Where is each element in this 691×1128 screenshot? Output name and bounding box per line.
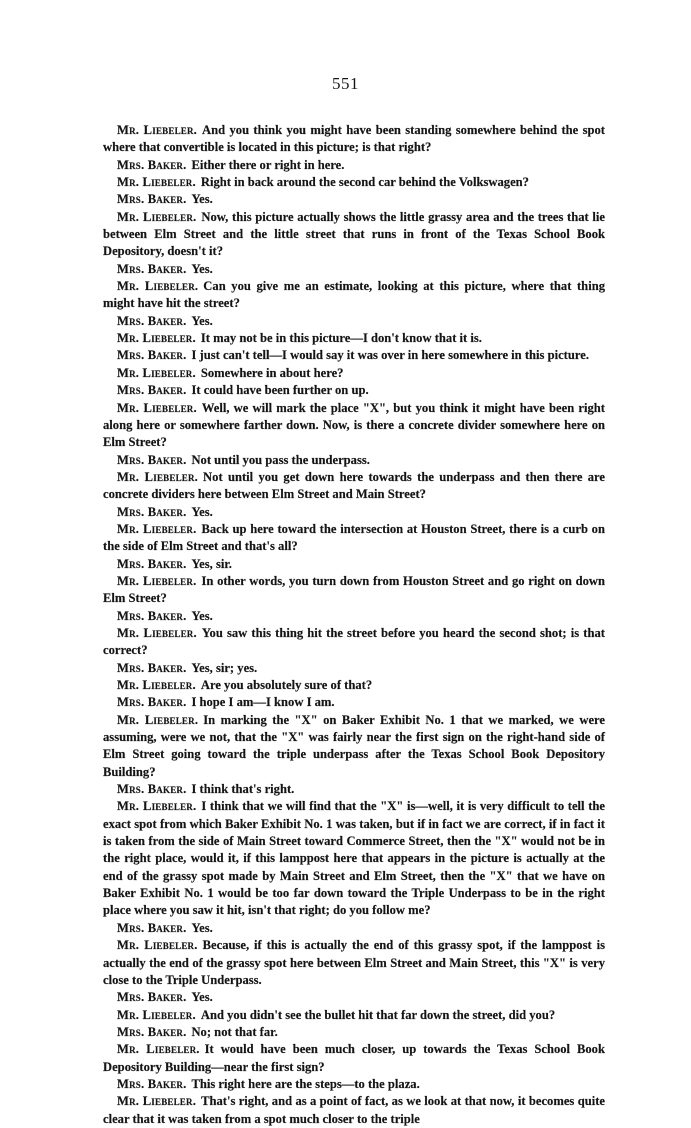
speaker-name: Mrs. Baker. bbox=[117, 1076, 187, 1091]
speech-text: You saw this thing hit the street before you heard the second shot; is that correct? bbox=[103, 625, 605, 658]
speaker-name: Mr. Liebeler. bbox=[117, 678, 196, 692]
testimony-paragraph bbox=[103, 157, 605, 174]
speaker-name: Mrs. Baker. bbox=[117, 660, 187, 675]
testimony-paragraph bbox=[103, 1007, 605, 1024]
testimony-paragraph bbox=[103, 1024, 605, 1041]
speaker-name: Mrs. Baker. bbox=[117, 452, 187, 467]
testimony-paragraph bbox=[103, 347, 605, 364]
speech-text: Yes, sir. bbox=[191, 556, 232, 571]
speaker-name: Mrs. Baker. bbox=[117, 1024, 187, 1039]
testimony-paragraph bbox=[103, 1093, 605, 1128]
testimony-paragraph bbox=[103, 625, 605, 660]
speech-text: Yes. bbox=[191, 920, 213, 935]
speaker-name: Mr. Liebeler. bbox=[117, 521, 197, 536]
speaker-name: Mr. Liebeler. bbox=[117, 400, 197, 415]
testimony-paragraph bbox=[103, 122, 605, 157]
speech-text: Yes. bbox=[191, 608, 213, 623]
speech-text: Are you absolutely sure of that? bbox=[200, 678, 373, 692]
speaker-name: Mr. Liebeler. bbox=[117, 1042, 200, 1057]
speech-text: Now, this picture actually shows the little grassy area and the trees that lie between Elm Street and the little street that runs in front of the Texas School Book Depository, doesn't it? bbox=[103, 209, 605, 259]
speech-text: That's right, and as a point of fact, as we look at that now, it becomes quite clear that it was taken from a spot much closer to the triple bbox=[103, 1094, 605, 1126]
testimony-paragraph bbox=[103, 382, 605, 399]
testimony-paragraph bbox=[103, 174, 605, 191]
testimony-paragraph bbox=[103, 920, 605, 937]
page-number: 551 bbox=[332, 74, 359, 93]
testimony-paragraph bbox=[103, 191, 605, 208]
speaker-name: Mr. Liebeler. bbox=[117, 123, 198, 137]
speech-text: And you think you might have been standing somewhere behind the spot where that convertible is located in this picture; is that right? bbox=[103, 123, 605, 155]
speech-text: It may not be in this picture—I don't know that it is. bbox=[200, 331, 482, 346]
testimony-paragraph bbox=[103, 989, 605, 1006]
speech-text: And you didn't see the bullet hit that far down the street, did you? bbox=[200, 1007, 556, 1022]
testimony-paragraph bbox=[103, 400, 605, 452]
testimony-paragraph bbox=[103, 1076, 605, 1093]
speaker-name: Mr. Liebeler. bbox=[117, 279, 199, 294]
speech-text: I think that's right. bbox=[191, 782, 295, 797]
speech-text: Yes. bbox=[191, 504, 213, 519]
speaker-name: Mrs. Baker. bbox=[117, 383, 187, 398]
testimony-paragraph bbox=[103, 278, 605, 313]
speaker-name: Mrs. Baker. bbox=[117, 608, 187, 623]
testimony-paragraph bbox=[103, 556, 605, 573]
speech-text: Not until you get down here towards the underpass and then there are concrete dividers here between Elm Street and Main Street? bbox=[103, 469, 606, 502]
speech-text: It could have been further on up. bbox=[191, 383, 369, 398]
speaker-name: Mr. Liebeler. bbox=[117, 625, 197, 640]
speech-text: I think that we will find that the "X" is—well, it is very difficult to tell the exact spot from which Baker Exhibit No. 1 was taken, but if in fact we are correct, if in fact it is taken from the side of Main Street toward Commerce Street, then the "X" would not be in the right place, would it, if this lamppost here that appears in the picture is actually at the end of the grassy spot made by Main Street and Elm Street, then the "X" that we have on Baker Exhibit No. 1 would be too far down toward the Triple Underpass to be in the right place where you saw it hit, isn't that right; do you follow me? bbox=[103, 799, 605, 918]
speech-text: I just can't tell—I would say it was over in here somewhere in this picture. bbox=[191, 348, 589, 363]
speech-text: In marking the "X" on Baker Exhibit No. 1 that we marked, we were assuming, were we not, that the "X" was fairly near the first sign on the right-hand side of Elm Street going toward the triple underpass after the Texas School Book Depository Building? bbox=[103, 712, 605, 779]
speech-text: Yes. bbox=[191, 313, 213, 328]
speech-text: It would have been much closer, up towards the Texas School Book Depository Building—near the first sign? bbox=[103, 1042, 605, 1074]
testimony-paragraph bbox=[103, 1041, 605, 1076]
testimony-paragraph bbox=[103, 261, 605, 278]
testimony-paragraph bbox=[103, 694, 605, 711]
speech-text: I hope I am—I know I am. bbox=[191, 695, 335, 710]
speaker-name: Mr. Liebeler. bbox=[117, 712, 199, 727]
speech-text: In other words, you turn down from Houston Street and go right on down Elm Street? bbox=[103, 573, 605, 606]
testimony-paragraph bbox=[103, 573, 605, 608]
speaker-name: Mr. Liebeler. bbox=[117, 573, 197, 588]
speaker-name: Mrs. Baker. bbox=[117, 313, 187, 328]
speaker-name: Mrs. Baker. bbox=[117, 348, 187, 363]
testimony-paragraph bbox=[103, 798, 605, 919]
speaker-name: Mrs. Baker. bbox=[117, 782, 187, 797]
speech-text: Somewhere in about here? bbox=[200, 365, 344, 380]
speaker-name: Mrs. Baker. bbox=[117, 556, 187, 571]
testimony-paragraph bbox=[103, 313, 605, 330]
speech-text: Can you give me an estimate, looking at this picture, where that thing might have hit the street? bbox=[103, 279, 605, 311]
testimony-paragraph bbox=[103, 660, 605, 677]
testimony-paragraph bbox=[103, 365, 605, 382]
testimony-paragraph bbox=[103, 677, 605, 694]
speech-text: Yes, sir; yes. bbox=[191, 660, 258, 675]
speaker-name: Mrs. Baker. bbox=[117, 920, 187, 935]
speech-text: Yes. bbox=[191, 192, 213, 207]
speech-text: Back up here toward the intersection at Houston Street, there is a curb on the side of Elm Street and that's all? bbox=[103, 521, 605, 554]
speaker-name: Mr. Liebeler. bbox=[117, 209, 197, 224]
speaker-name: Mr. Liebeler. bbox=[117, 331, 196, 346]
speaker-name: Mr. Liebeler. bbox=[117, 938, 198, 953]
speech-text: Yes. bbox=[191, 261, 213, 276]
speaker-name: Mrs. Baker. bbox=[117, 261, 187, 276]
testimony-paragraph bbox=[103, 781, 605, 798]
speech-text: No; not that far. bbox=[191, 1024, 278, 1039]
testimony-paragraph bbox=[103, 712, 605, 781]
speech-text: Not until you pass the underpass. bbox=[191, 452, 370, 467]
speech-text: This right here are the steps—to the plaza. bbox=[191, 1076, 420, 1091]
testimony-paragraph bbox=[103, 521, 605, 556]
testimony-paragraph bbox=[103, 452, 605, 469]
speech-text: Because, if this is actually the end of this grassy spot, if the lamppost is actually the end of the grassy spot here between Elm Street and Main Street, this "X" is very close to the Triple Underpass. bbox=[103, 938, 605, 987]
speech-text: Either there or right in here. bbox=[191, 157, 345, 172]
speaker-name: Mr. Liebeler. bbox=[117, 365, 196, 380]
testimony-paragraph bbox=[103, 504, 605, 521]
speaker-name: Mr. Liebeler. bbox=[117, 1094, 197, 1109]
speech-text: Right in back around the second car behind the Volkswagen? bbox=[200, 175, 529, 190]
testimony-paragraph bbox=[103, 330, 605, 347]
speaker-name: Mrs. Baker. bbox=[117, 192, 187, 207]
speaker-name: Mrs. Baker. bbox=[117, 504, 187, 519]
speech-text: Yes. bbox=[191, 990, 213, 1005]
transcript-body bbox=[103, 122, 605, 1128]
testimony-paragraph bbox=[103, 469, 605, 504]
speaker-name: Mr. Liebeler. bbox=[117, 175, 196, 190]
speech-text: Well, we will mark the place "X", but you think it might have been right along here or somewhere farther down. Now, is there a concrete divider somewhere here on Elm Street? bbox=[103, 400, 605, 450]
speaker-name: Mr. Liebeler. bbox=[117, 469, 199, 484]
testimony-paragraph bbox=[103, 209, 605, 261]
speaker-name: Mr. Liebeler. bbox=[117, 799, 197, 814]
speaker-name: Mrs. Baker. bbox=[117, 695, 187, 710]
speaker-name: Mrs. Baker. bbox=[117, 157, 187, 172]
testimony-paragraph bbox=[103, 937, 605, 989]
speaker-name: Mrs. Baker. bbox=[117, 990, 187, 1005]
testimony-paragraph bbox=[103, 608, 605, 625]
speaker-name: Mr. Liebeler. bbox=[117, 1007, 196, 1022]
